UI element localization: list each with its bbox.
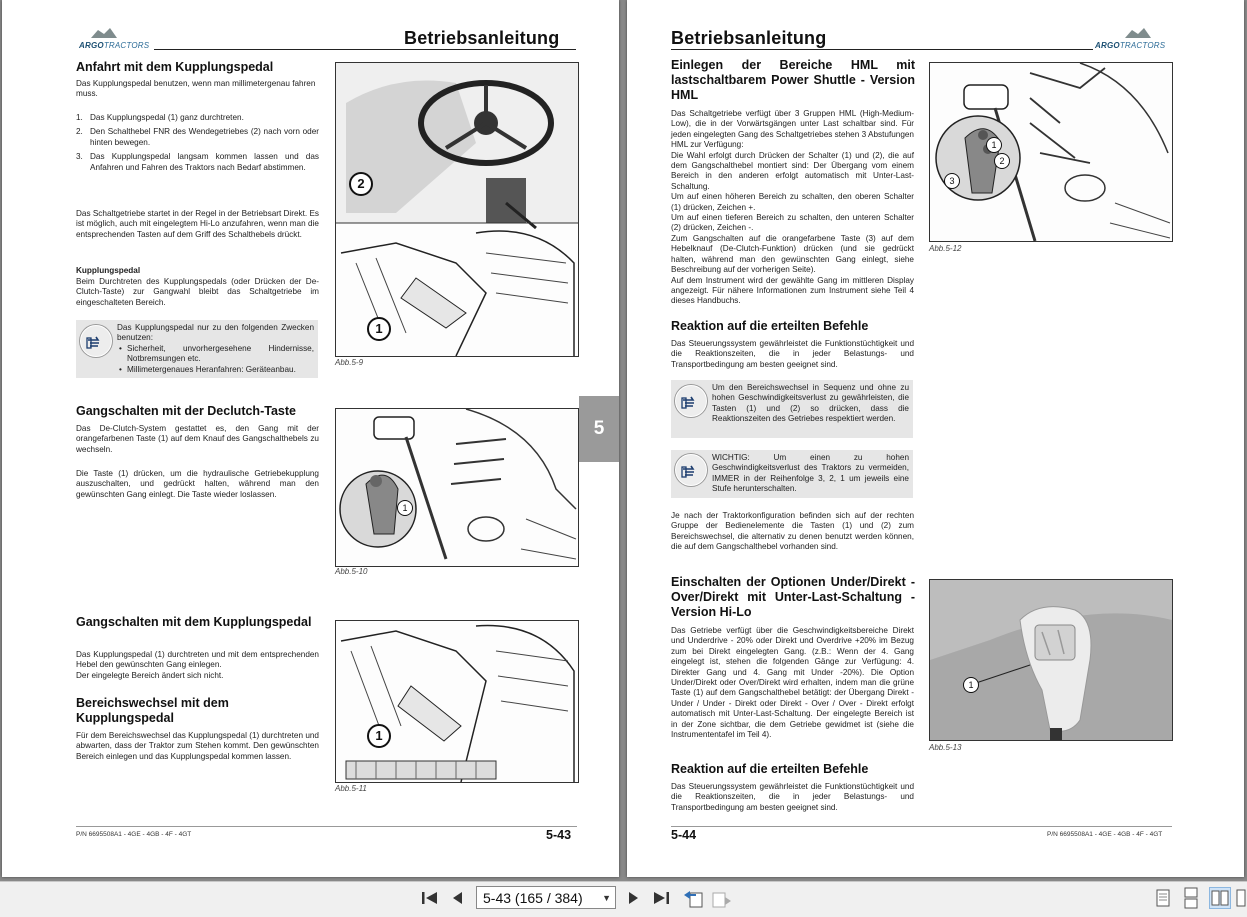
section-title: Reaktion auf die erteilten Befehle <box>671 762 869 776</box>
page-number: 5-44 <box>671 828 697 842</box>
figure-hilo-knob <box>929 579 1173 741</box>
callout-1: 1 <box>367 724 391 748</box>
chevron-down-icon[interactable]: ▼ <box>602 893 611 903</box>
previous-view-icon[interactable] <box>682 887 704 909</box>
hilo-knob-photo <box>930 580 1172 740</box>
paragraph: Das Schaltgetriebe startet in der Regel in der Betriebsart Direkt. Es ist möglich, auch mit eingelegtem Hi-Lo anzufahren, wenn man die entsprechenden Tasten auf dem Griff des Schalthebels drückt. <box>76 209 320 239</box>
figure-caption: Abb.5-9 <box>335 358 364 367</box>
note-text: WICHTIG: Um einen zu hohen Geschwindigkeitsverlust des Traktors zu vermeiden, IMMER in der Reihenfolge 3, 2, 1 um jeweils eine Stufe herunterschalten. <box>712 453 909 494</box>
two-page-continuous-view-icon[interactable] <box>1236 887 1246 909</box>
viewer-toolbar <box>0 881 1247 917</box>
note-text: Das Kupplungspedal nur zu den folgenden Zwecken benutzen: <box>117 323 314 343</box>
section-title: Anfahrt mit dem Kupplungspedal <box>76 60 274 74</box>
hand-pointing-icon <box>675 454 707 486</box>
note-bullet: • Millimetergenaues Heranfahren: Geräteanbau. <box>127 365 314 375</box>
paragraph: Je nach der Traktorkonfiguration befinden sich auf der rechten Gruppe der Bedienelemente die Tasten (1) und (2) zum Bereichswechsel, die alternativ zu denen benutzt werden können, die auf dem Gangschalthebel vorhanden sind. <box>671 511 914 552</box>
note-bullet: • Sicherheit, unvorhergesehene Hindernisse, Notbremsungen etc. <box>127 344 314 365</box>
note-box <box>671 450 913 498</box>
figure-hml-lever <box>929 62 1173 242</box>
two-page-view-button[interactable] <box>1209 887 1231 909</box>
list-item: 3. Das Kupplungspedal langsam kommen lassen und das Anfahren und Fahren des Traktors nach Bedarf abstimmen. <box>76 152 319 172</box>
last-page-icon[interactable] <box>651 889 671 907</box>
section-title: Gangschalten mit dem Kupplungspedal <box>76 615 312 629</box>
note-text: Um den Bereichswechsel in Sequenz und ohne zu hohen Geschwindigkeitsverlust zu gewährleisten, die Tasten (1) und (2) so drücken, dass die Reaktionszeiten des Getriebes respektiert werden. <box>712 383 909 424</box>
note-box <box>76 320 318 378</box>
argo-tractors-logo-icon <box>90 27 118 39</box>
figure-caption: Abb.5-12 <box>929 244 962 253</box>
paragraph: Das Schaltgetriebe verfügt über 3 Gruppen HML (High-Medium-Low), die in der Vorwärtsgängen unter Last schaltbar sind. Für jeden eingelegten Gang des Schaltgetriebes stehen 3 Abstufungen HML zur Verfügung: Die Wahl erfolgt durch Drücken der Schalter (1) und (2), die auf dem Gangschalthebel montiert sind: Der Übergang vom einem Bereich in den anderen erfolgt automatisch mit Unter-Last-Schaltung. Um auf einen höheren Bereich zu schalten, den oberen Schalter (1) drücken, Zeichen +. Um auf einen tieferen Bereich zu schalten, den unteren Schalter (2) drücken, Zeichen -. Zum Gangschalten auf die orangefarbene Taste (3) auf dem Hebelknauf (De-Clutch-Funktion) drücken (und sie gedrückt halten, während man den gewünschten Gang einlegt, siehe Beschreibung auf der vorherigen Seite). Auf dem Instrument wird der gewählte Gang im mittleren Display angezeigt. Für nähere Informationen zum Instrument siehe Teil 4 dieses Handbuchs. <box>671 109 914 306</box>
part-number: P/N 6695508A1 - 4GE - 4GB - 4F - 4GT <box>76 831 192 838</box>
argo-tractors-logo-icon <box>1124 27 1152 39</box>
callout-2: 2 <box>349 172 373 196</box>
figure-clutch-pedal <box>335 620 579 783</box>
two-page-view-icon <box>1210 888 1230 908</box>
figure-caption: Abb.5-10 <box>335 567 368 576</box>
first-page-icon[interactable] <box>420 889 440 907</box>
footer-rule <box>76 826 577 827</box>
page-number-value: 5-43 (165 / 384) <box>483 890 583 906</box>
paragraph: Die Taste (1) drücken, um die hydraulische Getriebekupplung auszuschalten, und gedrückt halten, während man den gewünschten Gang einlegt. Die Taste wieder loslassen. <box>76 469 319 499</box>
hml-lever-illustration <box>930 63 1172 241</box>
subheading: Kupplungspedal <box>76 266 141 275</box>
paragraph: Das De-Clutch-System gestattet es, den Gang mit der orangefarbenen Taste (1) auf dem Knauf des Gangschalthebels zu wechseln. <box>76 424 319 454</box>
hand-pointing-icon <box>80 325 112 357</box>
paragraph: Das Kupplungspedal (1) durchtreten und mit dem entsprechenden Hebel den gewünschten Gang einlegen. Der eingelegte Bereich ändert sich nicht. <box>76 650 319 680</box>
hand-pointing-icon <box>675 385 707 417</box>
section-title: Einlegen der Bereiche HML mit lastschaltbarem Power Shuttle - Version HML <box>671 58 915 102</box>
page-number: 5-43 <box>546 828 572 842</box>
section-title: Bereichswechsel mit dem Kupplungspedal <box>76 696 229 725</box>
page-number-select[interactable] <box>476 886 616 909</box>
paragraph: Das Steuerungssystem gewährleistet die Funktionstüchtigkeit und die Reaktionszeiten, die in jeder Belastungs- und Transportbedingung am besten geeignet sind. <box>671 782 914 812</box>
footer-rule <box>671 826 1172 827</box>
right-page <box>627 0 1244 877</box>
section-title: Reaktion auf die erteilten Befehle <box>671 319 869 333</box>
callout-1: 1 <box>986 137 1002 153</box>
figure-caption: Abb.5-13 <box>929 743 962 752</box>
section-title: Gangschalten mit der Declutch-Taste <box>76 404 296 418</box>
paragraph: Beim Durchtreten des Kupplungspedals (oder Drücken der De-Clutch-Taste) zur Gangwahl bleibt das Schaltgetriebe im eingeschalteten Bereich. <box>76 277 319 307</box>
list-item: 1. Das Kupplungspedal (1) ganz durchtreten. <box>76 113 244 122</box>
part-number: P/N 6695508A1 - 4GE - 4GB - 4F - 4GT <box>1047 831 1163 838</box>
document-title: Betriebsanleitung <box>404 28 560 48</box>
document-title: Betriebsanleitung <box>671 28 827 48</box>
paragraph: Für dem Bereichswechsel das Kupplungspedal (1) durchtreten und abwarten, dass der Traktor zum Stehen kommt. Den gewünschten Bereich einlegen und das Kupplungspedal kommen lassen. <box>76 731 319 761</box>
tractor-cab-illustration <box>336 63 578 356</box>
continuous-view-icon[interactable] <box>1180 887 1202 909</box>
callout-1: 1 <box>963 677 979 693</box>
figure-declutch-knob <box>335 408 579 567</box>
gear-lever-illustration <box>336 409 578 566</box>
header-rule <box>154 49 576 50</box>
paragraph: Das Steuerungssystem gewährleistet die Funktionstüchtigkeit und die Reaktionszeiten, die in jeder Belastungs- und Transportbedingung am besten geeignet sind. <box>671 339 914 369</box>
paragraph: Das Getriebe verfügt über die Geschwindigkeitsbereiche Direkt und Underdrive - 20% oder Direkt und Overdrive +20% im Bezug zum bei Direkt eingelegten Gang. (z.B.: Wenn der 4. Gang eingelegt ist, stehen die folgenden Gänge zur Verfügung: 4. Direkter Gang und 4. Gang mit Under -20%). Die Option Under/Direkt oder Over/Direkt wird erhalten, indem man die grüne Taste (1) auf dem Gangschalthebel betätigt: der Übergang Direkt - Under / Under - Direkt oder Direkt - Over / Over - Direkt erfolgt automatisch mit Unter-Last-Schaltung. Der eingelegte Bereich ist in der Zone sichtbar, die dem Getriebe gewidmet ist (siehe die Instrumententafel im Teil 4). <box>671 626 914 740</box>
previous-page-icon[interactable] <box>450 889 466 907</box>
pedal-illustration <box>336 621 578 782</box>
callout-3: 3 <box>944 173 960 189</box>
list-item: 2. Den Schalthebel FNR des Wendegetriebes (2) nach vorn oder hinten bewegen. <box>76 127 319 147</box>
callout-2: 2 <box>994 153 1010 169</box>
steps-list <box>76 113 319 177</box>
paragraph: Das Kupplungspedal benutzen, wenn man millimetergenau fahren muss. <box>76 79 316 99</box>
header-rule <box>671 49 1093 50</box>
brand-logo: ARGOTRACTORS <box>79 41 150 50</box>
brand-logo: ARGOTRACTORS <box>1095 41 1166 50</box>
next-view-icon[interactable] <box>711 887 733 909</box>
callout-1: 1 <box>397 500 413 516</box>
figure-caption: Abb.5-11 <box>335 784 367 793</box>
chapter-tab: 5 <box>579 396 619 462</box>
callout-1: 1 <box>367 317 391 341</box>
note-box <box>671 380 913 438</box>
figure-steering-pedal <box>335 62 579 357</box>
left-page <box>2 0 619 877</box>
next-page-icon[interactable] <box>625 889 641 907</box>
single-page-view-icon[interactable] <box>1152 887 1174 909</box>
section-title: Einschalten der Optionen Under/Direkt - Over/Direkt mit Unter-Last-Schaltung - Version Hi-Lo <box>671 575 915 619</box>
